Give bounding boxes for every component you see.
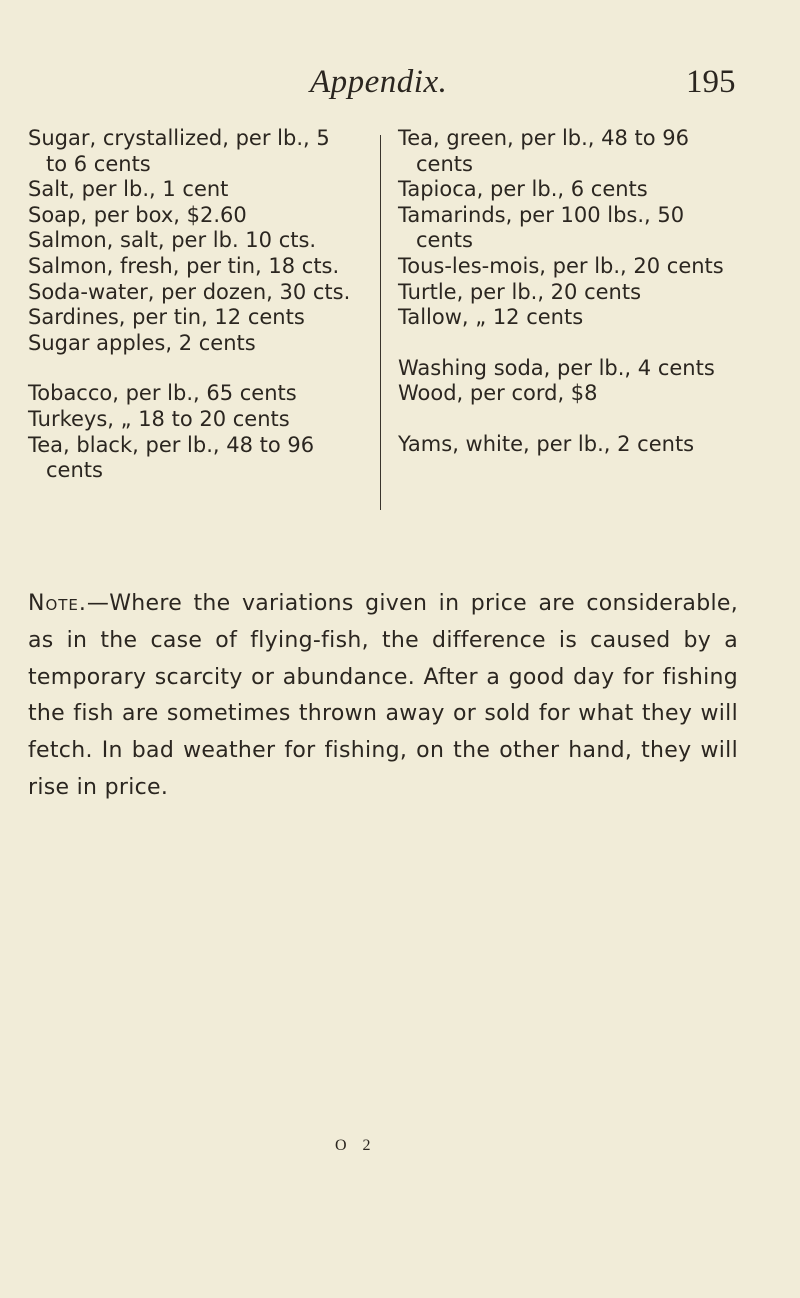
list-item-text: Tobacco, per lb., 65 cents — [28, 381, 297, 406]
list-item — [398, 203, 743, 254]
list-item — [398, 356, 743, 382]
section-gap — [398, 407, 743, 432]
list-item-text: Soap, per box, $2.60 — [28, 202, 247, 227]
list-item-text: Sugar, crystallized, per lb., 5 — [28, 126, 330, 150]
list-item — [398, 280, 743, 306]
list-item — [398, 177, 743, 203]
list-item — [28, 126, 368, 177]
list-item-text: Salmon, fresh, per tin, 18 cts. — [28, 253, 340, 278]
list-item-text: Yams, white, per lb., 2 cents — [398, 431, 695, 456]
list-item-continuation: cents — [46, 458, 103, 483]
list-item-text: Washing soda, per lb., 4 cents — [398, 355, 715, 380]
running-head — [0, 62, 800, 110]
list-item-text: Tallow, „ 12 cents — [398, 305, 584, 330]
column-divider — [380, 135, 381, 510]
list-item — [28, 381, 368, 407]
section-gap — [28, 356, 368, 381]
list-item-text: Sardines, per tin, 12 cents — [28, 305, 305, 330]
list-item-text: Tamarinds, per 100 lbs., 50 — [398, 202, 685, 227]
list-item-text: Turtle, per lb., 20 cents — [398, 279, 642, 304]
page-number: 195 — [686, 64, 736, 100]
list-item-continuation: to 6 cents — [46, 151, 151, 176]
list-item-text: Wood, per cord, $8 — [398, 381, 598, 406]
list-item-text: Tapioca, per lb., 6 cents — [398, 177, 648, 202]
list-item — [28, 203, 368, 229]
price-list-right-column — [398, 126, 743, 458]
list-item-continuation: cents — [416, 151, 473, 176]
list-item-text: Tea, green, per lb., 48 to 96 — [398, 126, 690, 150]
running-title: Appendix. — [310, 64, 448, 100]
list-item — [28, 331, 368, 357]
list-item-text: Soda-water, per dozen, 30 cts. — [28, 279, 351, 304]
list-item-text: Tea, black, per lb., 48 to 96 — [28, 432, 315, 457]
note-paragraph — [28, 586, 738, 807]
note-text: —Where the variations given in price are considerable, as in the case of flying-fish, the difference is caused by a temporary scarcity or abundance. After a good day for fishing the fish are sometimes thrown away or sold for what they will fetch. In bad weather for fishing, on the other hand, they will rise in price. — [28, 591, 738, 800]
price-list-left-column — [28, 126, 368, 484]
list-item — [28, 280, 368, 306]
list-item — [398, 381, 743, 407]
list-item — [398, 432, 743, 458]
list-item — [398, 254, 743, 280]
signature-mark: O 2 — [335, 1137, 377, 1154]
list-item — [28, 254, 368, 280]
list-item — [28, 305, 368, 331]
list-item-text: Salt, per lb., 1 cent — [28, 177, 229, 202]
list-item-text: Turkeys, „ 18 to 20 cents — [28, 406, 290, 431]
list-item — [398, 126, 743, 177]
list-item-text: Tous-les-mois, per lb., 20 cents — [398, 253, 724, 278]
note-lead: Note. — [28, 591, 87, 616]
list-item-continuation: cents — [416, 228, 473, 253]
list-item — [28, 177, 368, 203]
list-item-text: Salmon, salt, per lb. 10 cts. — [28, 228, 317, 253]
list-item — [28, 407, 368, 433]
list-item — [28, 228, 368, 254]
list-item — [398, 305, 743, 331]
list-item — [28, 433, 368, 484]
list-item-text: Sugar apples, 2 cents — [28, 330, 256, 355]
section-gap — [398, 331, 743, 356]
